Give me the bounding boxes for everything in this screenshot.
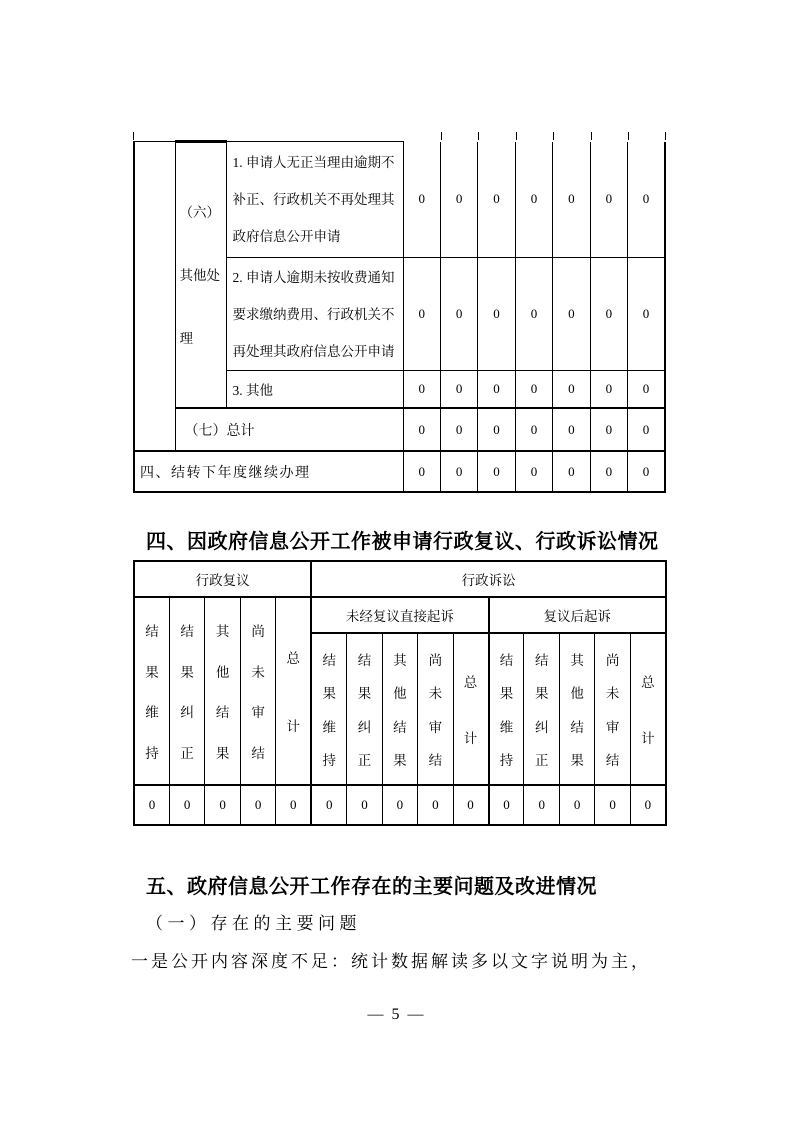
value-cell: 0 <box>628 451 665 492</box>
value-cell: 0 <box>553 258 590 371</box>
section4-title: 四、因政府信息公开工作被申请行政复议、行政诉讼情况 <box>146 531 659 553</box>
subgroup-direct-suit-header: 未经复议直接起诉 <box>311 597 488 633</box>
value-cell: 0 <box>440 142 477 258</box>
value-cell: 0 <box>590 371 627 409</box>
value-cell: 0 <box>628 258 665 371</box>
value-cell: 0 <box>418 785 453 825</box>
value-cell: 0 <box>628 142 665 258</box>
column-header: 结 果 纠 正 <box>524 633 559 785</box>
value-cell: 0 <box>515 451 552 492</box>
value-cell: 0 <box>553 371 590 409</box>
carryover-label: 四、结转下年度继续办理 <box>134 451 403 492</box>
value-cell: 0 <box>489 785 524 825</box>
value-cell: 0 <box>630 785 666 825</box>
column-header: 结 果 维 持 <box>134 597 169 785</box>
column-header: 结 果 维 持 <box>311 633 346 785</box>
subgroup-after-review-header: 复议后起诉 <box>489 597 666 633</box>
value-cell: 0 <box>347 785 382 825</box>
section5-subtitle: （一）存在的主要问题 <box>146 914 361 933</box>
value-cell: 0 <box>628 371 665 409</box>
value-cell: 0 <box>240 785 275 825</box>
carryover-table <box>133 140 666 493</box>
item-label: 2. 申请人逾期未按收费通知要求缴纳费用、行政机关不再处理其政府信息公开申请 <box>226 258 403 371</box>
column-header: 尚 未 审 结 <box>240 597 275 785</box>
value-cell: 0 <box>590 142 627 258</box>
value-cell: 0 <box>205 785 240 825</box>
column-header: 尚 未 审 结 <box>595 633 630 785</box>
column-header: 尚 未 审 结 <box>418 633 453 785</box>
value-cell: 0 <box>440 451 477 492</box>
value-cell: 0 <box>169 785 204 825</box>
value-cell: 0 <box>478 258 515 371</box>
value-cell: 0 <box>403 142 440 258</box>
value-cell: 0 <box>311 785 346 825</box>
value-cell: 0 <box>276 785 311 825</box>
value-cell: 0 <box>440 371 477 409</box>
value-cell: 0 <box>524 785 559 825</box>
column-header: 总 计 <box>453 633 488 785</box>
value-cell: 0 <box>590 451 627 492</box>
value-cell: 0 <box>478 451 515 492</box>
value-cell: 0 <box>403 258 440 371</box>
column-header: 结 果 维 持 <box>489 633 524 785</box>
column-header: 其 他 结 果 <box>205 597 240 785</box>
lawsuit-table <box>133 560 667 826</box>
total-label: （七）总计 <box>175 408 403 451</box>
item-label: 3. 其他 <box>226 371 403 409</box>
group-label-cell <box>175 142 226 409</box>
value-cell: 0 <box>515 258 552 371</box>
section5-title: 五、政府信息公开工作存在的主要问题及改进情况 <box>146 876 597 898</box>
value-cell: 0 <box>553 142 590 258</box>
section5-paragraph: 一是公开内容深度不足：统计数据解读多以文字说明为主， <box>131 952 651 971</box>
column-header: 总 计 <box>276 597 311 785</box>
table-continuation-lines <box>133 132 667 140</box>
table-row-total <box>134 408 665 451</box>
table-row-carryover <box>134 451 665 492</box>
group-label: （六）其他处理 <box>179 204 220 346</box>
column-header: 结 果 纠 正 <box>169 597 204 785</box>
value-cell: 0 <box>403 451 440 492</box>
page-number: — 5 — <box>367 1006 426 1023</box>
value-cell: 0 <box>403 408 440 451</box>
table-row <box>134 142 665 258</box>
column-header: 结 果 纠 正 <box>347 633 382 785</box>
item-label: 1. 申请人无正当理由逾期不补正、行政机关不再处理其政府信息公开申请 <box>226 142 403 258</box>
value-cell: 0 <box>440 258 477 371</box>
table-subgroup-header-row <box>134 597 666 633</box>
column-header: 其 他 结 果 <box>559 633 594 785</box>
value-cell: 0 <box>628 408 665 451</box>
value-cell: 0 <box>595 785 630 825</box>
value-cell: 0 <box>559 785 594 825</box>
value-cell: 0 <box>515 371 552 409</box>
value-cell: 0 <box>590 408 627 451</box>
value-cell: 0 <box>590 258 627 371</box>
group-litigation-header: 行政诉讼 <box>311 561 666 597</box>
table-data-row <box>134 785 666 825</box>
column-header: 其 他 结 果 <box>382 633 417 785</box>
group-reconsideration-header: 行政复议 <box>134 561 311 597</box>
value-cell: 0 <box>134 785 169 825</box>
value-cell: 0 <box>453 785 488 825</box>
value-cell: 0 <box>478 142 515 258</box>
table-group-header-row <box>134 561 666 597</box>
value-cell: 0 <box>515 142 552 258</box>
value-cell: 0 <box>382 785 417 825</box>
value-cell: 0 <box>403 371 440 409</box>
column-header: 总 计 <box>630 633 666 785</box>
value-cell: 0 <box>515 408 552 451</box>
value-cell: 0 <box>440 408 477 451</box>
value-cell: 0 <box>553 408 590 451</box>
value-cell: 0 <box>478 408 515 451</box>
left-continuation-cell <box>134 142 175 452</box>
value-cell: 0 <box>478 371 515 409</box>
value-cell: 0 <box>553 451 590 492</box>
